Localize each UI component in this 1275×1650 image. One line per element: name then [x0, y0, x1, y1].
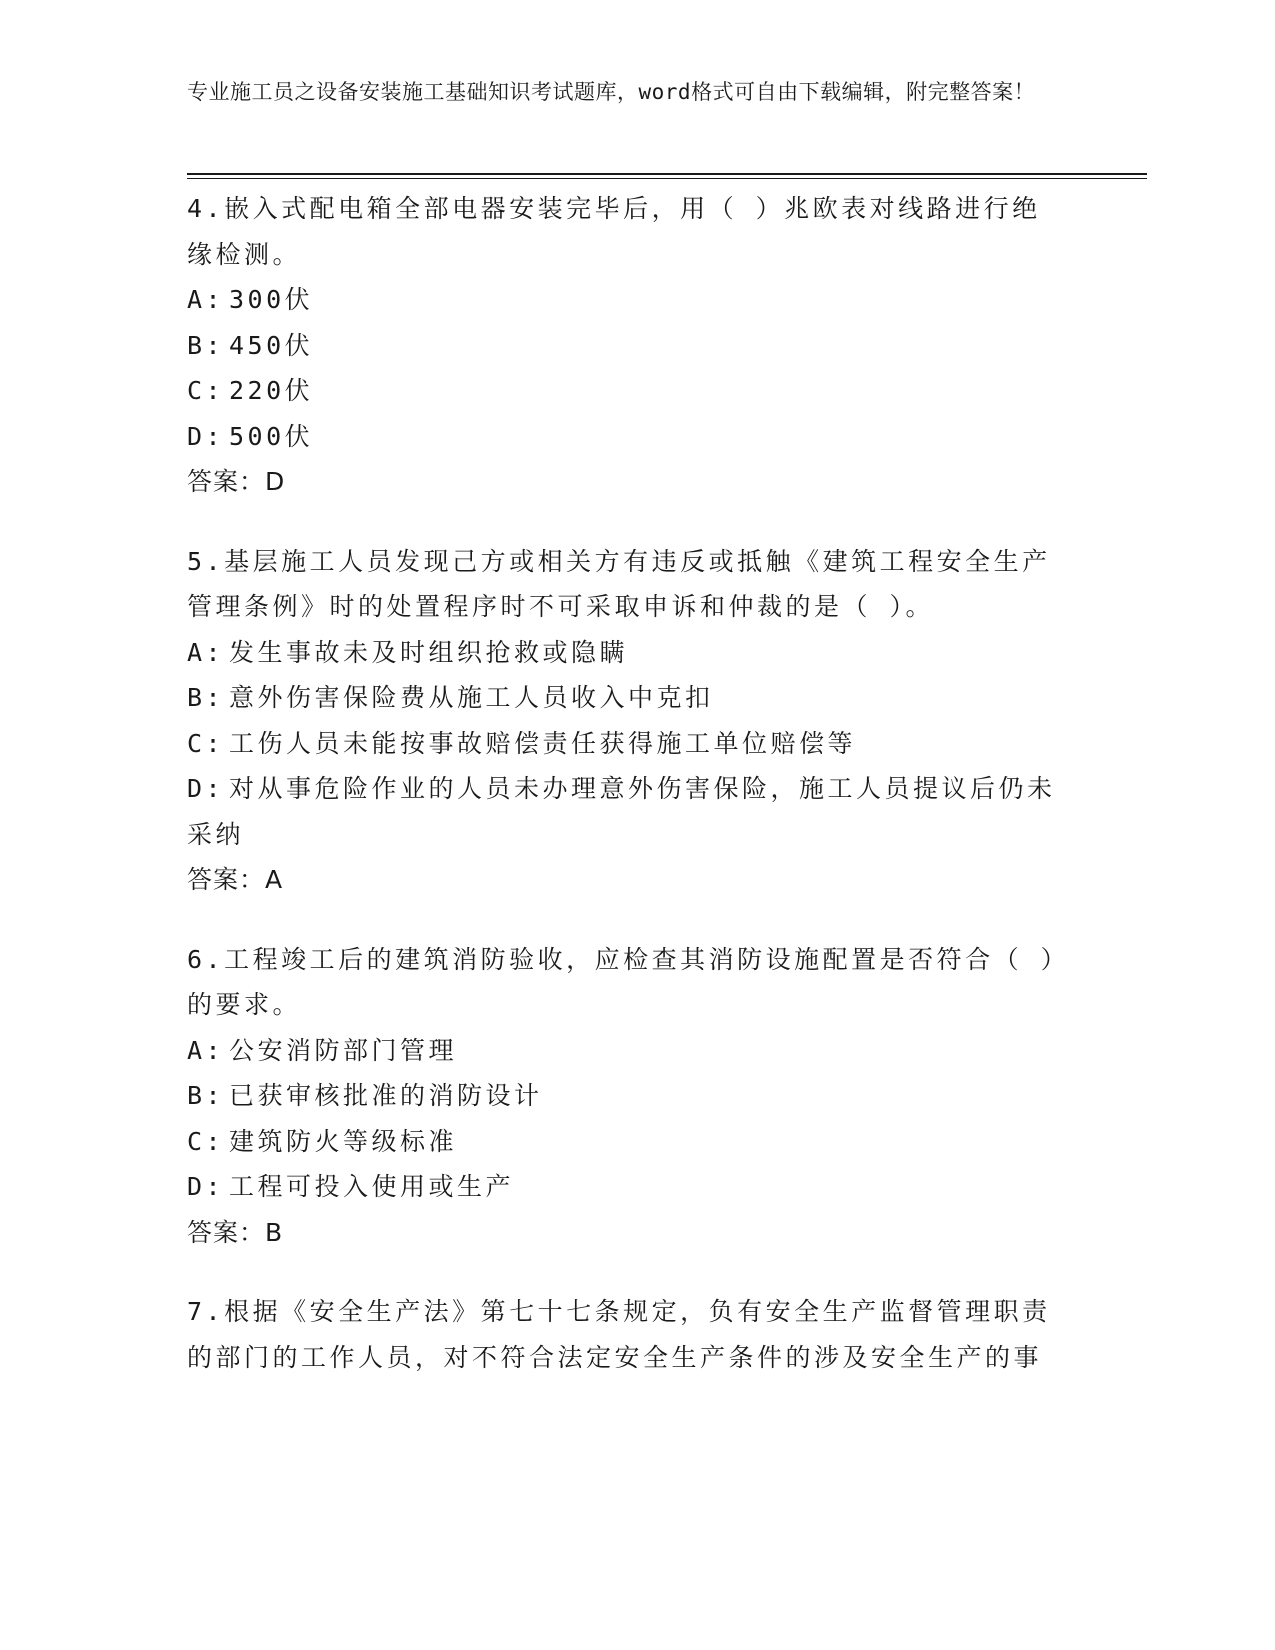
question-6 — [187, 937, 1067, 1256]
option-c — [187, 368, 1067, 414]
answer-line: 答案：D — [187, 467, 286, 496]
option-text: 意外伤害保险费从施工人员收入中克扣 — [229, 683, 714, 712]
option-a — [187, 630, 1067, 676]
option-b — [187, 1073, 1067, 1119]
answer-line: 答案：A — [187, 865, 284, 894]
option-key: B: — [187, 683, 225, 712]
question-7 — [187, 1289, 1067, 1380]
option-key: C: — [187, 1126, 225, 1156]
option-text: 工伤人员未能按事故赔偿责任获得施工单位赔偿等 — [229, 728, 857, 758]
option-key: C: — [187, 376, 225, 405]
option-key: D: — [187, 774, 225, 803]
option-d — [187, 766, 1067, 857]
option-b — [187, 675, 1067, 721]
option-text: 450伏 — [229, 330, 314, 360]
header-divider-thin — [187, 178, 1147, 179]
question-stem: 5.基层施工人员发现己方或相关方有违反或抵触《建筑工程安全生产管理条例》时的处置程序时不可采取申诉和仲裁的是（ ）。 — [187, 546, 1051, 621]
option-text: 工程可投入使用或生产 — [229, 1172, 515, 1201]
option-d — [187, 1164, 1067, 1210]
option-text: 公安消防部门管理 — [229, 1035, 458, 1065]
option-key: C: — [187, 728, 225, 758]
option-a — [187, 277, 1067, 323]
document-header: 专业施工员之设备安装施工基础知识考试题库，word格式可自由下载编辑，附完整答案！ — [187, 80, 1036, 104]
option-key: B: — [187, 1081, 225, 1110]
option-text: 对从事危险作业的人员未办理意外伤害保险，施工人员提议后仍未采纳 — [187, 774, 1056, 849]
option-c — [187, 721, 1067, 767]
option-text: 300伏 — [229, 285, 314, 314]
option-d — [187, 414, 1067, 460]
option-text: 500伏 — [229, 421, 314, 451]
option-key: A: — [187, 637, 225, 667]
option-key: D: — [187, 1172, 225, 1201]
header-divider-thick — [187, 173, 1147, 175]
option-text: 发生事故未及时组织抢救或隐瞒 — [229, 637, 629, 667]
option-a — [187, 1028, 1067, 1074]
option-key: A: — [187, 1035, 225, 1065]
question-5 — [187, 539, 1067, 903]
option-key: D: — [187, 421, 225, 451]
question-stem: 6.工程竣工后的建筑消防验收，应检查其消防设施配置是否符合（ ）的要求。 — [187, 944, 1057, 1019]
question-list — [187, 186, 1067, 1414]
option-key: A: — [187, 285, 225, 314]
option-key: B: — [187, 330, 225, 360]
option-c — [187, 1119, 1067, 1165]
answer-line: 答案：B — [187, 1217, 284, 1247]
question-stem: 7.根据《安全生产法》第七十七条规定，负有安全生产监督管理职责的部门的工作人员，对不符合法定安全生产条件的涉及安全生产的事 — [187, 1297, 1051, 1372]
option-b — [187, 323, 1067, 369]
option-text: 220伏 — [229, 376, 314, 405]
option-text: 建筑防火等级标准 — [229, 1126, 458, 1156]
option-text: 已获审核批准的消防设计 — [229, 1081, 543, 1110]
question-4 — [187, 186, 1067, 505]
question-stem: 4.嵌入式配电箱全部电器安装完毕后，用（ ）兆欧表对线路进行绝缘检测。 — [187, 194, 1041, 269]
